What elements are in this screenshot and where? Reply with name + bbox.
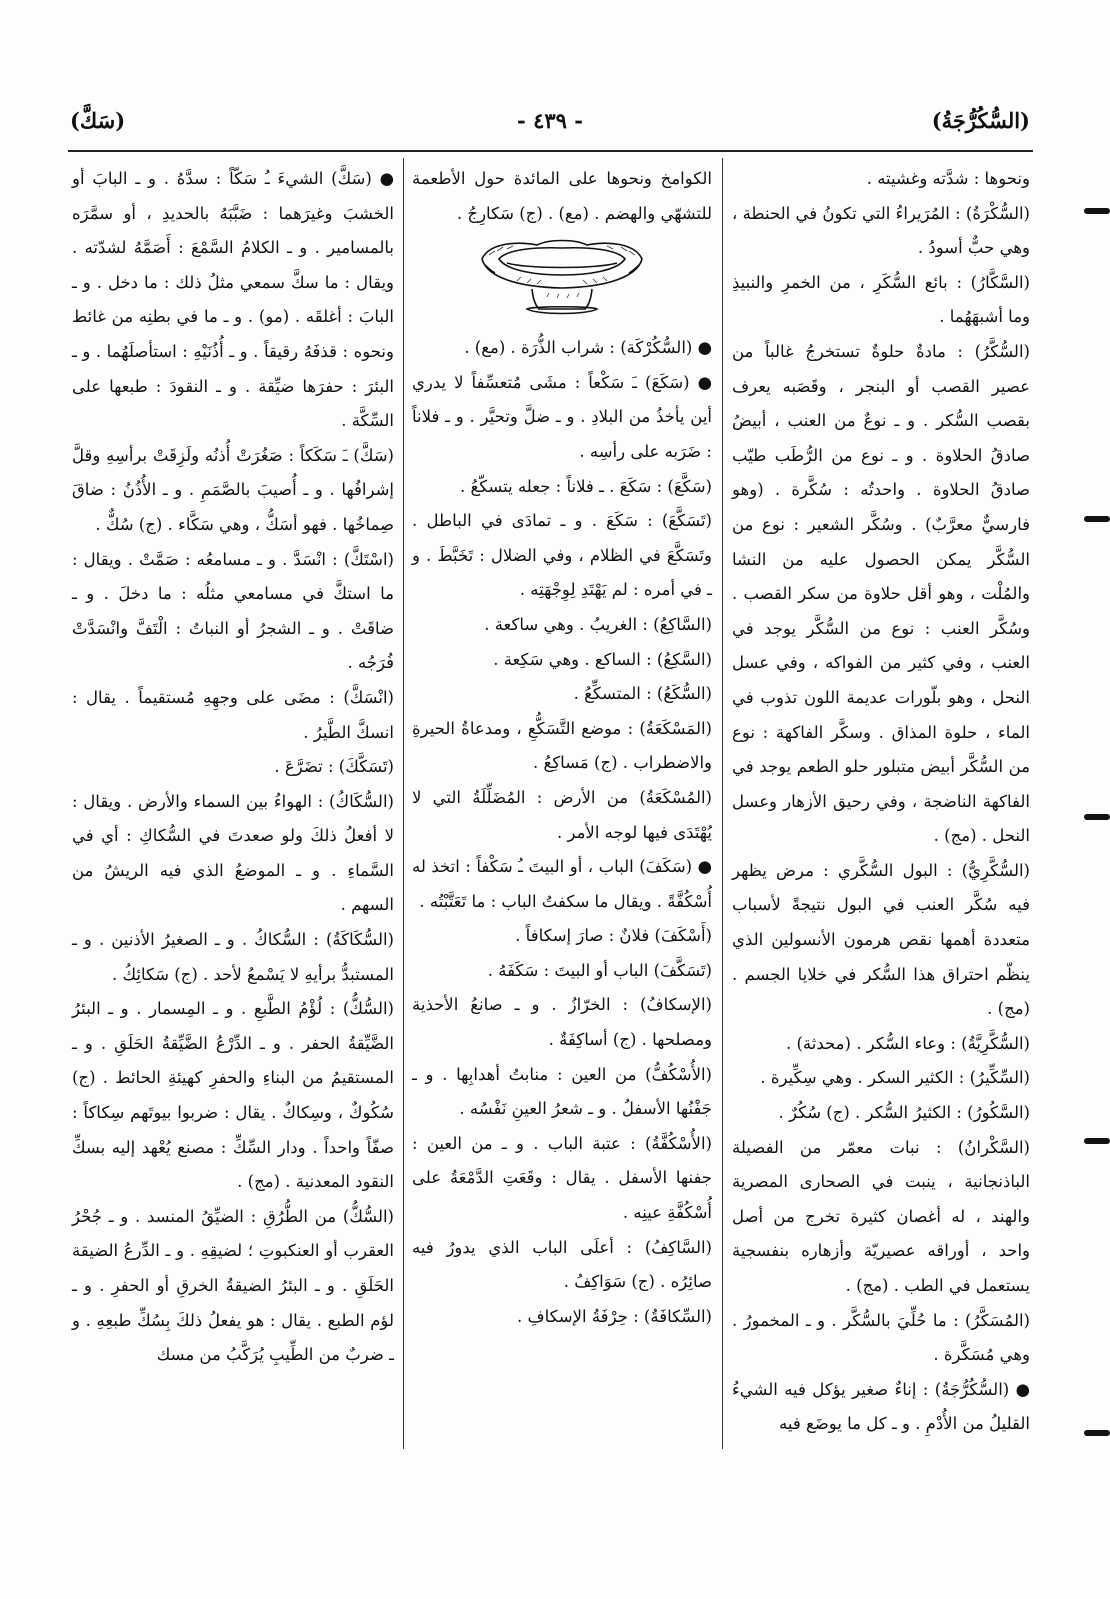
entry: (السُّكُّ) من الطُّرُقِ : الضيِّقُ المنسد . و ـ جُحْرُ العقرب أو العنكبوتِ ؛ لضيقِهِ . و ـ الدِّرعُ الضيقة الحَلَقِ . و ـ البئرُ الضيقةُ الخرقِ أو الحفرِ . و ـ لؤم الطبع . يقال : هو يفعلُ ذلكَ بِسُكِّ طبعِهِ . و ـ ضربٌ من الطِّيبِ يُرَكَّبُ من مسك: [72, 1206, 394, 1365]
margin-mark: [1084, 814, 1110, 820]
header-right-keyword: (السُّكُرُّجَةُ): [931, 108, 1030, 133]
entry: (المُسَكَّرُ) : ما حُلِّيَ بالسُّكَّر . و ـ المخمورُ . وهي مُسَكَّرة .: [732, 1310, 1030, 1365]
page-header: [70, 108, 1030, 142]
entry: (السُّكَّرِيَّةُ) : وعاء السُّكر . (محدثة) .: [786, 1033, 1030, 1053]
entry: (السَّكَّارُ) : بائع السُّكَرِ ، من الخمرِ والنبيذِ وما أشبهَهُما .: [732, 272, 1030, 327]
entry: (السَّكُورُ) : الكثيرُ السُّكر . (ج) سُكُرٌ .: [778, 1103, 1030, 1123]
entry: (السَّاكِعُ) : الغريبُ . وهي ساكعة .: [484, 614, 712, 634]
entry: (سَكَّعَ) : سَكَعَ . ـ فلاناً : جعله يتسكّعُ .: [460, 476, 712, 496]
column-left: [72, 162, 394, 1373]
entry: (الأُسْكُفَّةُ) : عتبة الباب . و ـ من العين : جفنها الأسفل . يقال : وقَعَتِ الدَّمْعَةُ على أُسْكُفَّةِ عينِه .: [412, 1133, 712, 1223]
entry: (تَسَكَّعَ) : سَكَعَ . و ـ تمادَى في الباطل . وتَسَكَّعَ في الظلام ، وفي الضلال : تَخَبَّطَ . و ـ في أمره : لم يَهْتَدِ لِوِجْهَتِه .: [412, 511, 712, 600]
entry: ● (سَكَّ) الشيءَ ـُ سَكّاً : سدَّهُ . و ـ البابَ أو الخشبَ وغيرَهما : ضَبَّبَهُ بالحديدِ ، أو سمَّرَه بالمسامير . و ـ الكلامُ السَّمْعَ : أَصَمَّهُ لشدّته . ويقال : ما سكَّ سمعي مثلُ ذلك : ما دخل . و ـ البابَ : أغلقَه . (مو) . و ـ ما في بطنِه من غائط ونحوه : قذفَهُ رقيقاً . و ـ أُذُنَيْهِ : استأصلَهُما . و ـ البئرَ : حفرَها ضيِّقة . و ـ النقودَ : طبعها على السِّكَّة .: [72, 169, 394, 431]
entry: ● (السُّكُرْكَة) : شراب الذُّرَة . (مع) .: [464, 338, 712, 358]
margin-mark: [1084, 208, 1110, 214]
entry: (السُّكَاكُ) : الهواءُ بين السماء والأرض . ويقال : لا أفعلُ ذلكَ ولو صعدتَ في السُّكاكِ : أي في السَّماءِ . و ـ الموضعُ الذي فيه الريشُ من السهم .: [72, 791, 394, 915]
entry: (السَّكِعُ) : الساكع . وهي سَكِعة .: [493, 649, 712, 669]
header-rule: [68, 150, 1033, 152]
entry: (اسْتَكَّ) : انْسَدَّ . و ـ مسامعُه : صَمَّتْ . ويقال : ما استكَّ في مسامعي مثلُه : ما دخلَ . و ـ ضاقَتْ . و ـ الشجرُ أو النباتُ : الْتَفَّ وانْسَدَّتْ فُرَجُه .: [72, 549, 394, 673]
entry: (انْسَكَّ) : مضَى على وجهِهِ مُستقيماً . يقال : انسكَّ الطَّيرُ .: [72, 687, 394, 742]
entry: (سَكَّ) ـَ سَكَكاً : صَغُرَتْ أُذنُه ولَزِقَتْ برأسِهِ وقلَّ إشرافُها . و ـ أُصيبَ بالصَّمَمِ . و ـ الأُذُنُ : ضاقَ صِماخُها . فهو أسَكُّ ، وهي سَكَّاء . (ج) سُكٌّ .: [72, 445, 394, 534]
entry: (السُّكَعُ) : المتسكِّعُ .: [573, 684, 712, 704]
entry: (السُّكَّرِيُّ) : البول السُّكَّري : مرض يظهر فيه سُكَّر العنب في البول نتيجةً لأسباب متعددة أهمها نقص هرمون الأنسولين الذي ينظّم احتراق هذا السُّكر في خلايا الجسم . (مج) .: [732, 860, 1030, 1019]
entry: ونحوها : شدَّته وغشيته .: [866, 169, 1030, 188]
page-number: - ٤٣٩ -: [517, 108, 583, 133]
entry: (السُّكُّ) : لُؤْمُ الطَّبعِ . و ـ المِسمار . و ـ البئرُ الضَّيِّقةُ الحفر . و ـ الدِّرْعُ الضَّيِّقةُ الحَلَقِ . و ـ المستقيمُ من البناءِ والحفرِ كهيئةِ الحائط . (ج) سُكُوكٌ ، وسِكاكٌ . يقال : ضربوا بيوتَهم سِكاكاً : صفّاً واحداً . ودار السِّكِّ : مصنع يُعْهد إليه بسكِّ النقود المعدنية . (مج) .: [72, 999, 394, 1192]
entry: (السِّكافَةُ) : حِرْفَةُ الإسكافِ .: [517, 1306, 712, 1326]
entry: (السِّكِّيرُ) : الكثير السكر . وهي سِكِّيرة .: [760, 1068, 1030, 1088]
column-divider: [722, 158, 723, 1449]
margin-mark: [1084, 1430, 1110, 1436]
column-right: [732, 162, 1030, 1442]
entry: (الأُسْكُفُّ) من العين : منابتُ أهدابِها . و ـ جَفْنُها الأسفلُ . و ـ شعرُ العينِ نَفْسُه .: [412, 1064, 712, 1119]
entry: (تَسَكَّفَ) الباب أو البيتَ : سَكَفَهُ .: [487, 960, 712, 980]
column-middle: [412, 162, 712, 1334]
column-divider: [403, 158, 404, 1449]
entry: (أَسْكَفَ) فلانٌ : صارَ إسكافاً .: [515, 926, 712, 946]
entry: (المُسْكَعَةُ) من الأرض : المُضَلِّلَةُ التي لا يُهْتَدَى فيها لوجه الأمر .: [412, 787, 712, 842]
entry: (السَّكْرانُ) : نبات معمّر من الفصيلة الباذنجانية ، ينبت في الصحارى المصرية والهند ، له أغصان كثيرة تخرج من أصل واحد ، أوراقه عصيريّة وأزهاره بنفسجية يستعمل في الطب . (مج) .: [732, 1137, 1030, 1295]
margin-mark: [1084, 516, 1110, 522]
entry: (السَّاكِفُ) : أعلَى الباب الذي يدورُ فيه صائِرُه . (ج) سَوَاكِفُ .: [412, 1237, 712, 1292]
margin-mark: [1084, 1138, 1110, 1144]
header-left-keyword: (سَكَّ): [70, 108, 126, 133]
entry: ● (سَكَفَ) الباب ، أو البيتَ ـُ سَكْفاً : اتخذ له أُسْكُفَّةً . ويقال ما سكفتُ الباب : ما تَعَتَّبْتُه .: [412, 857, 712, 911]
sukurruja-dish-illustration: [477, 237, 647, 319]
entry: الكوامخ ونحوها على المائدة حول الأطعمة للتشهّي والهضم . (مع) . (ج) سَكارِجُ .: [412, 169, 712, 223]
entry: (السُّكَّرُ) : مادةٌ حلوةٌ تستخرجُ غالباً من عصير القصب أو البنجر ، وقَصَبه يعرف بقصب السُّكر . و ـ نوعٌ من العنب ، أبيضُ صادقُ الحلاوة . و ـ نوع من الرُّطَب طيّب صادقُ الحلاوة . واحدتُه : سُكَّرة . (وهو فارسيٌّ معرَّبٌ) . وسُكَّر الشعير : نوع من السُّكَّر يمكن الحصول عليه من النشا والمُلْت ، وهو أقل حلاوة من سكر القصب . وسُكَّر العنب : نوع من السُّكَّر يوجد في العنب ، وفي كثير من الفواكه ، وفي عسل النحل ، وهو بلّورات عديمة اللون تذوب في الماء ، حلوة المذاق . وسكَّر الفاكهة : نوع من السُّكَّر أبيض متبلور حلو الطعم يوجد في الفاكهة الناضجة ، وفي رحيق الأزهار وعسل النحل . (مج) .: [732, 341, 1030, 846]
entry: (السُّكَاكَةُ) : السُّكاكُ . و ـ الصغيرُ الأذنين . و ـ المستبدُّ برأيهِ لا يَسْمعُ لأحد . (ج) سَكائِكُ .: [72, 930, 394, 984]
entry: ● (سَكَعَ) ـَ سَكْعاً : مشَى مُتعسِّفاً لا يدري أين يأخذُ من البلادِ . و ـ ضلَّ وتحيَّر . و ـ فلاناً : ضَرَبه على رأسِه .: [412, 372, 712, 461]
entry: (السُّكْرَةُ) : المُرَيراءُ التي تكونُ في الحنطة ، وهي حبٌّ أسودُ .: [732, 203, 1030, 258]
entry: (الإسكافُ) : الخرّازُ . و ـ صانعُ الأحذية ومصلحها . (ج) أساكِفَةٌ .: [412, 995, 712, 1050]
entry: (المَسْكَعَةُ) : موضع التَّسَكُّعِ ، ومدعاةُ الحيرةِ والاضطراب . (ج) مَساكِعُ .: [412, 718, 712, 773]
entry: (تَسَكَّكَ) : تضَرَّعَ .: [274, 757, 394, 777]
entry: ● (السُّكُرُّجَةُ) : إناءٌ صغير يؤكل فيه الشيءُ القليلُ من الأُدْمِ . و ـ كل ما يوضَع فيه: [732, 1379, 1030, 1434]
